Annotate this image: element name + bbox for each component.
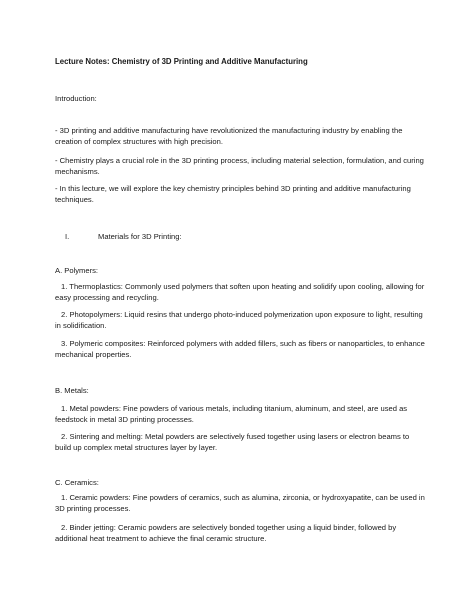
intro-point: - 3D printing and additive manufacturing have revolutionized the manufacturing industry by enabling the creation of complex structures with high precision. [55, 126, 403, 147]
subsection-label: A. Polymers: [55, 266, 99, 275]
list-item: 2. Sintering and melting: Metal powders are selectively fused together using lasers or electron beams to build up complex metal structures layer by layer. [55, 432, 410, 453]
intro-label: Introduction: [55, 94, 97, 103]
list-item: 1. Thermoplastics: Commonly used polymers that soften upon heating and solidify upon cooling, allowing for easy processing and recycling. [55, 282, 425, 303]
list-item: 3. Polymeric composites: Reinforced polymers with added fillers, such as fibers or nanoparticles, to enhance mechanical properties. [55, 339, 425, 360]
section-title: Materials for 3D Printing: [98, 232, 182, 241]
subsection-label: C. Ceramics: [55, 478, 99, 487]
subsection-label: B. Metals: [55, 386, 89, 395]
list-item: 1. Ceramic powders: Fine powders of ceramics, such as alumina, zirconia, or hydroxyapatite, can be used in 3D printing processes. [55, 493, 425, 514]
list-item: 2. Binder jetting: Ceramic powders are selectively bonded together using a liquid binder, followed by additional heat treatment to achieve the final ceramic structure. [55, 523, 397, 544]
intro-point: - Chemistry plays a crucial role in the 3D printing process, including material selection, formulation, and curing mechanisms. [55, 156, 424, 177]
section-number: I. [65, 232, 70, 241]
list-item: 1. Metal powders: Fine powders of various metals, including titanium, aluminum, and steel, are used as feedstock in metal 3D printing processes. [55, 404, 408, 425]
intro-point: - In this lecture, we will explore the key chemistry principles behind 3D printing and additive manufacturing techniques. [55, 184, 411, 205]
list-item: 2. Photopolymers: Liquid resins that undergo photo-induced polymerization upon exposure to light, resulting in solidification. [55, 310, 423, 331]
document-title: Lecture Notes: Chemistry of 3D Printing and Additive Manufacturing [55, 57, 308, 66]
